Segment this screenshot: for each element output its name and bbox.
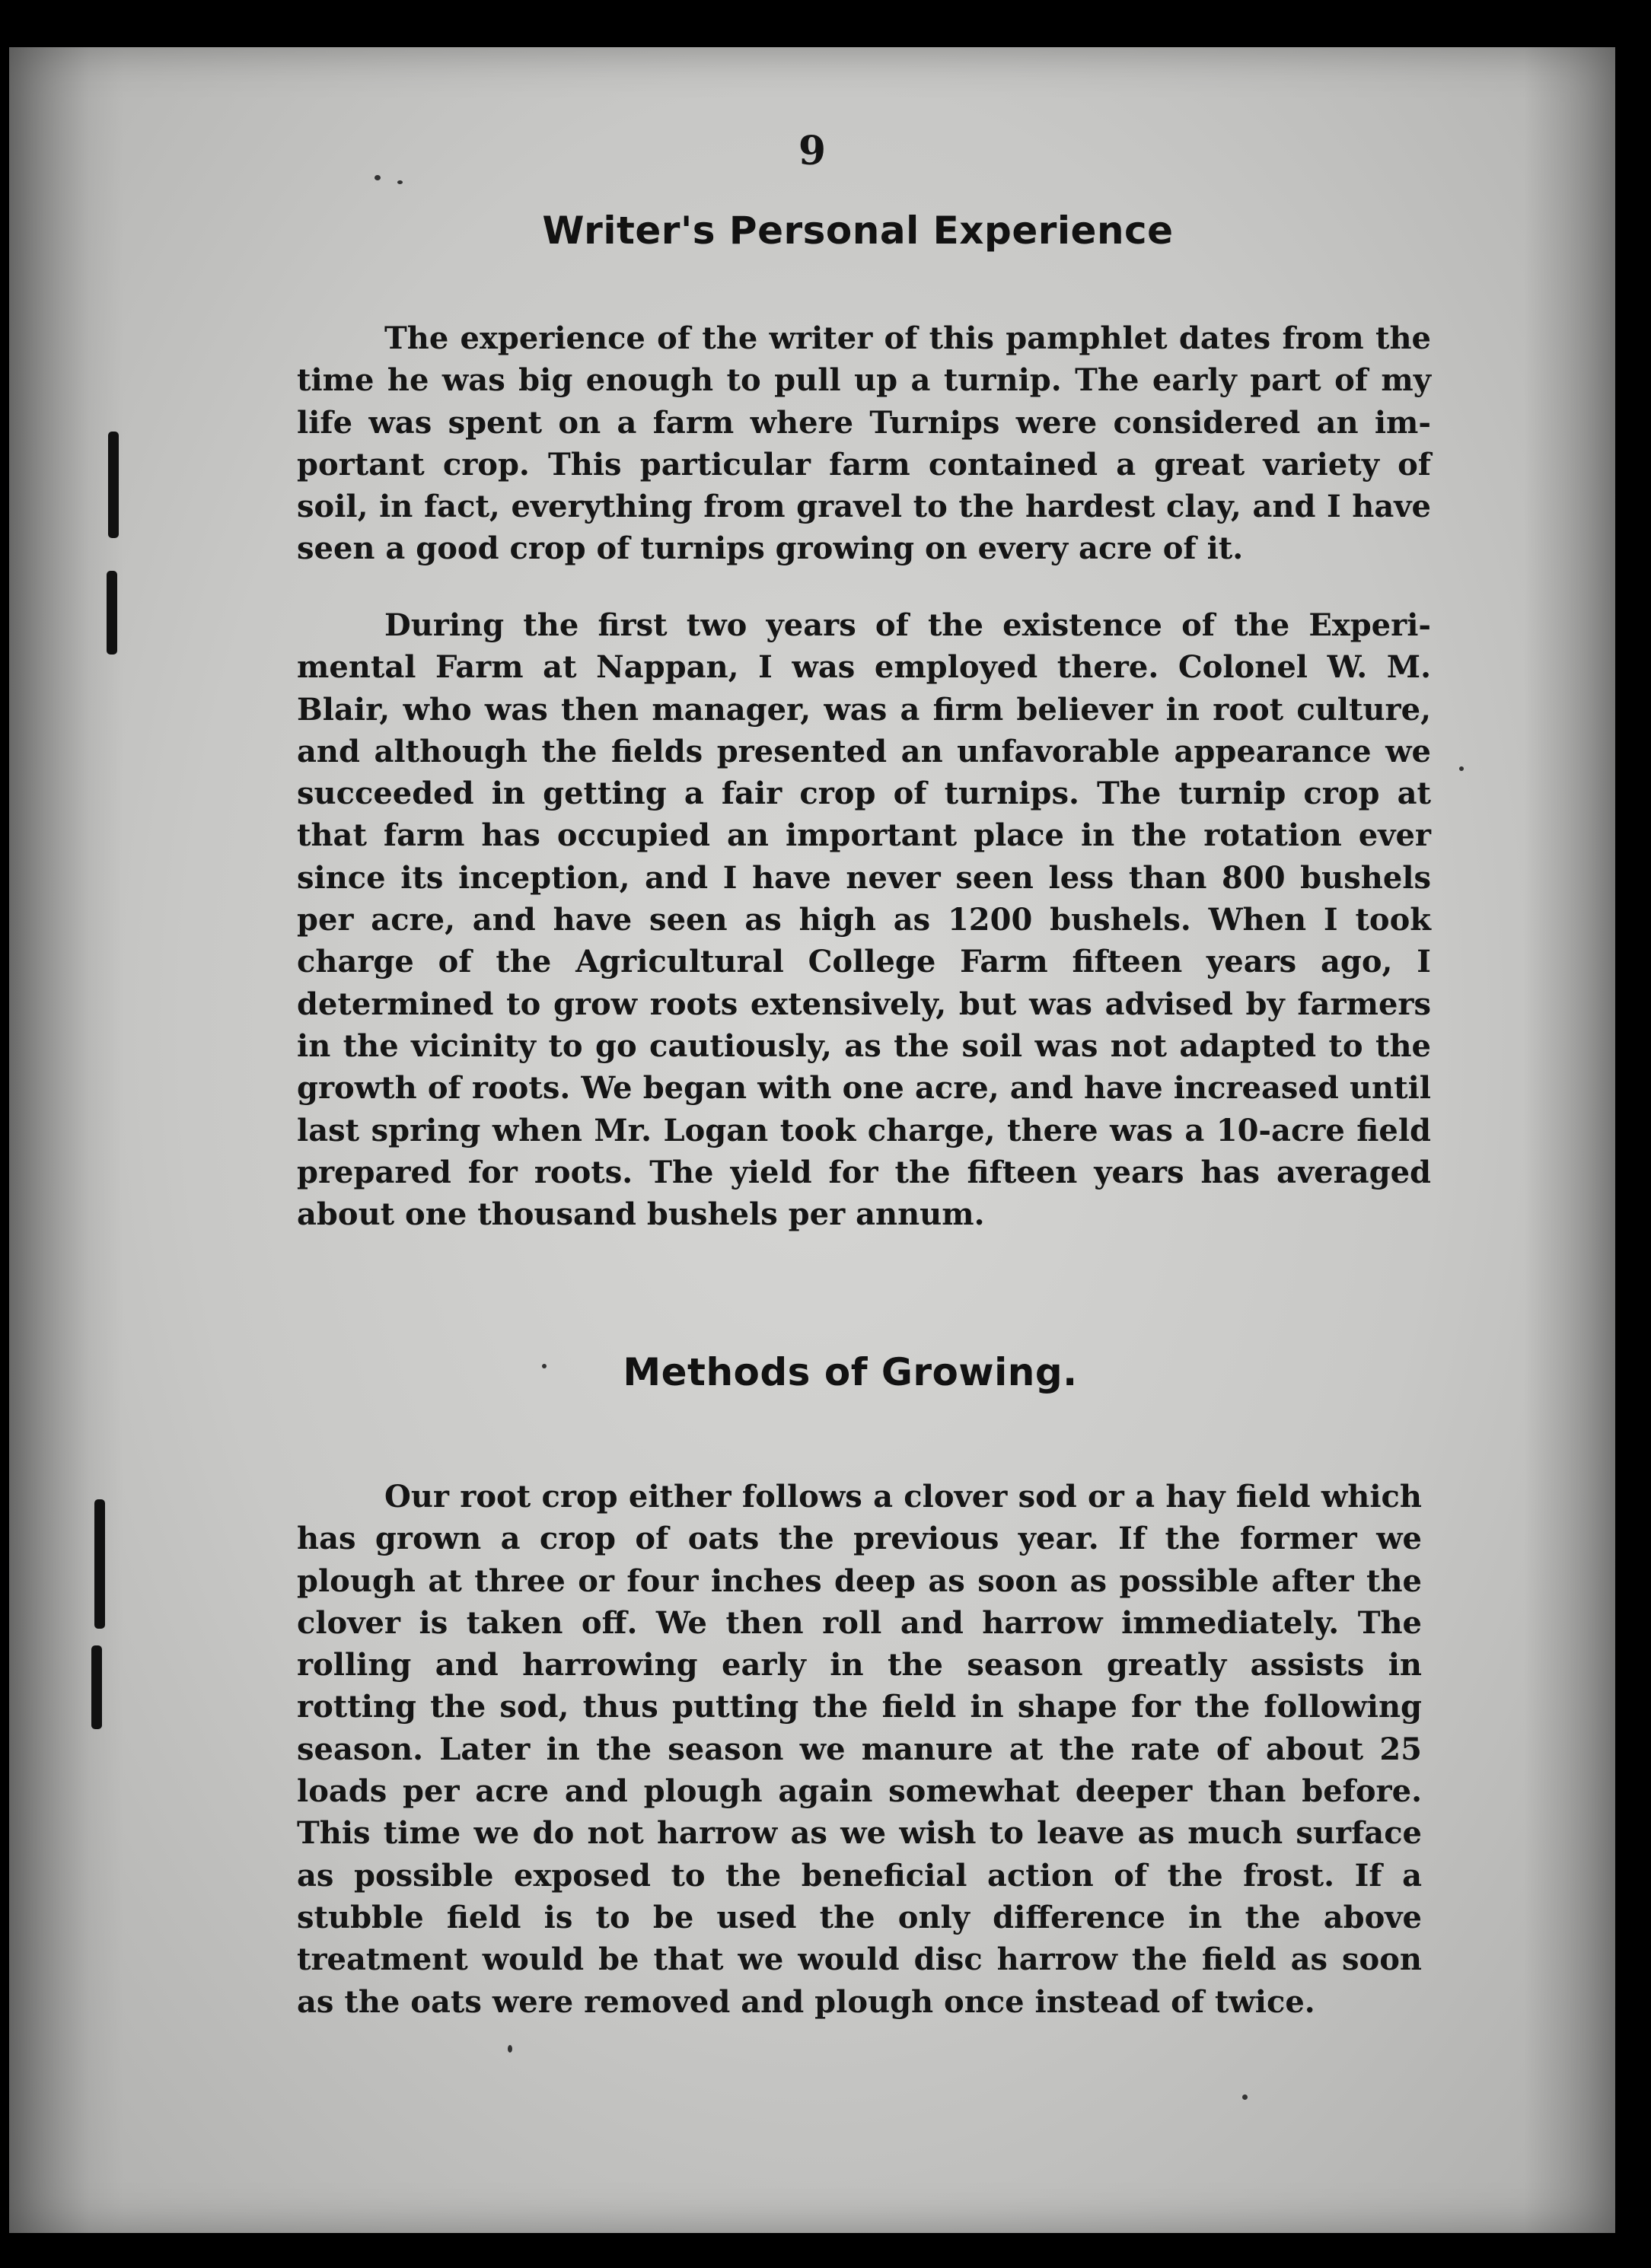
- dust-speck: [1459, 766, 1464, 771]
- dust-speck: [1242, 2094, 1248, 2100]
- page-number: 9: [798, 128, 827, 174]
- binding-mark-upper-1: [108, 432, 119, 538]
- paragraph-writers-experience-2: During the first two years of the existence of the Experimental Farm at Nappan, I was employed there. Colonel W. M. Blair, who was then manager, was a firm believer in root culture, and although the fields presented an unfavorable appearance we succeeded in getting a fair crop of turnips. The turnip crop at that farm has occupied an important place in the rotation ever since its inception, and I have never seen less than 800 bushels per acre, and have seen as high as 1200 bushels. When I took charge of the Agricultural College Farm fifteen years ago, I determined to grow roots extensively, but was advised by farmers in the vicinity to go cautiously, as the soil was not adapted to the growth of roots. We began with one acre, and have increased until last spring when Mr. Logan took charge, there was a 10-acre field prepared for roots. The yield for the fifteen years has averaged about one thousand bushels per annum.: [297, 607, 1431, 1233]
- dust-speck: [375, 175, 381, 180]
- paragraph-writers-experience-1: The experience of the writer of this pamphlet dates from the time he was big enough to pull up a turnip. The early part of my life was spent on a farm where Turnips were considered an important crop. This particular farm contained a great variety of soil, in fact, everything from gravel to the hardest clay, and I have seen a good crop of turnips growing on every acre of it.: [297, 320, 1431, 567]
- page-edge-shadow: [1524, 47, 1615, 2233]
- dust-speck: [508, 2045, 512, 2053]
- gutter-shadow: [9, 47, 123, 2233]
- section-heading-writers-experience: Writer's Personal Experience: [542, 209, 1174, 253]
- binding-mark-lower-1: [94, 1499, 105, 1629]
- section-heading-methods-of-growing: Methods of Growing.: [623, 1350, 1078, 1394]
- paragraph-methods-of-growing-1: Our root crop either follows a clover sod or a hay field which has grown a crop of oats the previous year. If the former we plough at three or four inches deep as soon as possible after the clover is taken off. We then roll and harrow immediately. The rolling and harrowing early in the season greatly assists in rotting the sod, thus putting the field in shape for the following season. Later in the season we manure at the rate of about 25 loads per acre and plough again somewhat deeper than before. This time we do not harrow as we wish to leave as much surface as possible exposed to the beneficial action of the frost. If a stubble field is to be used the only difference in the above treatment would be that we would disc harrow the field as soon as the oats were removed and plough once instead of twice.: [297, 1479, 1422, 2020]
- binding-mark-lower-2: [91, 1645, 102, 1729]
- book-page: [9, 47, 1615, 2233]
- binding-mark-upper-2: [107, 571, 117, 655]
- dust-speck: [397, 180, 403, 184]
